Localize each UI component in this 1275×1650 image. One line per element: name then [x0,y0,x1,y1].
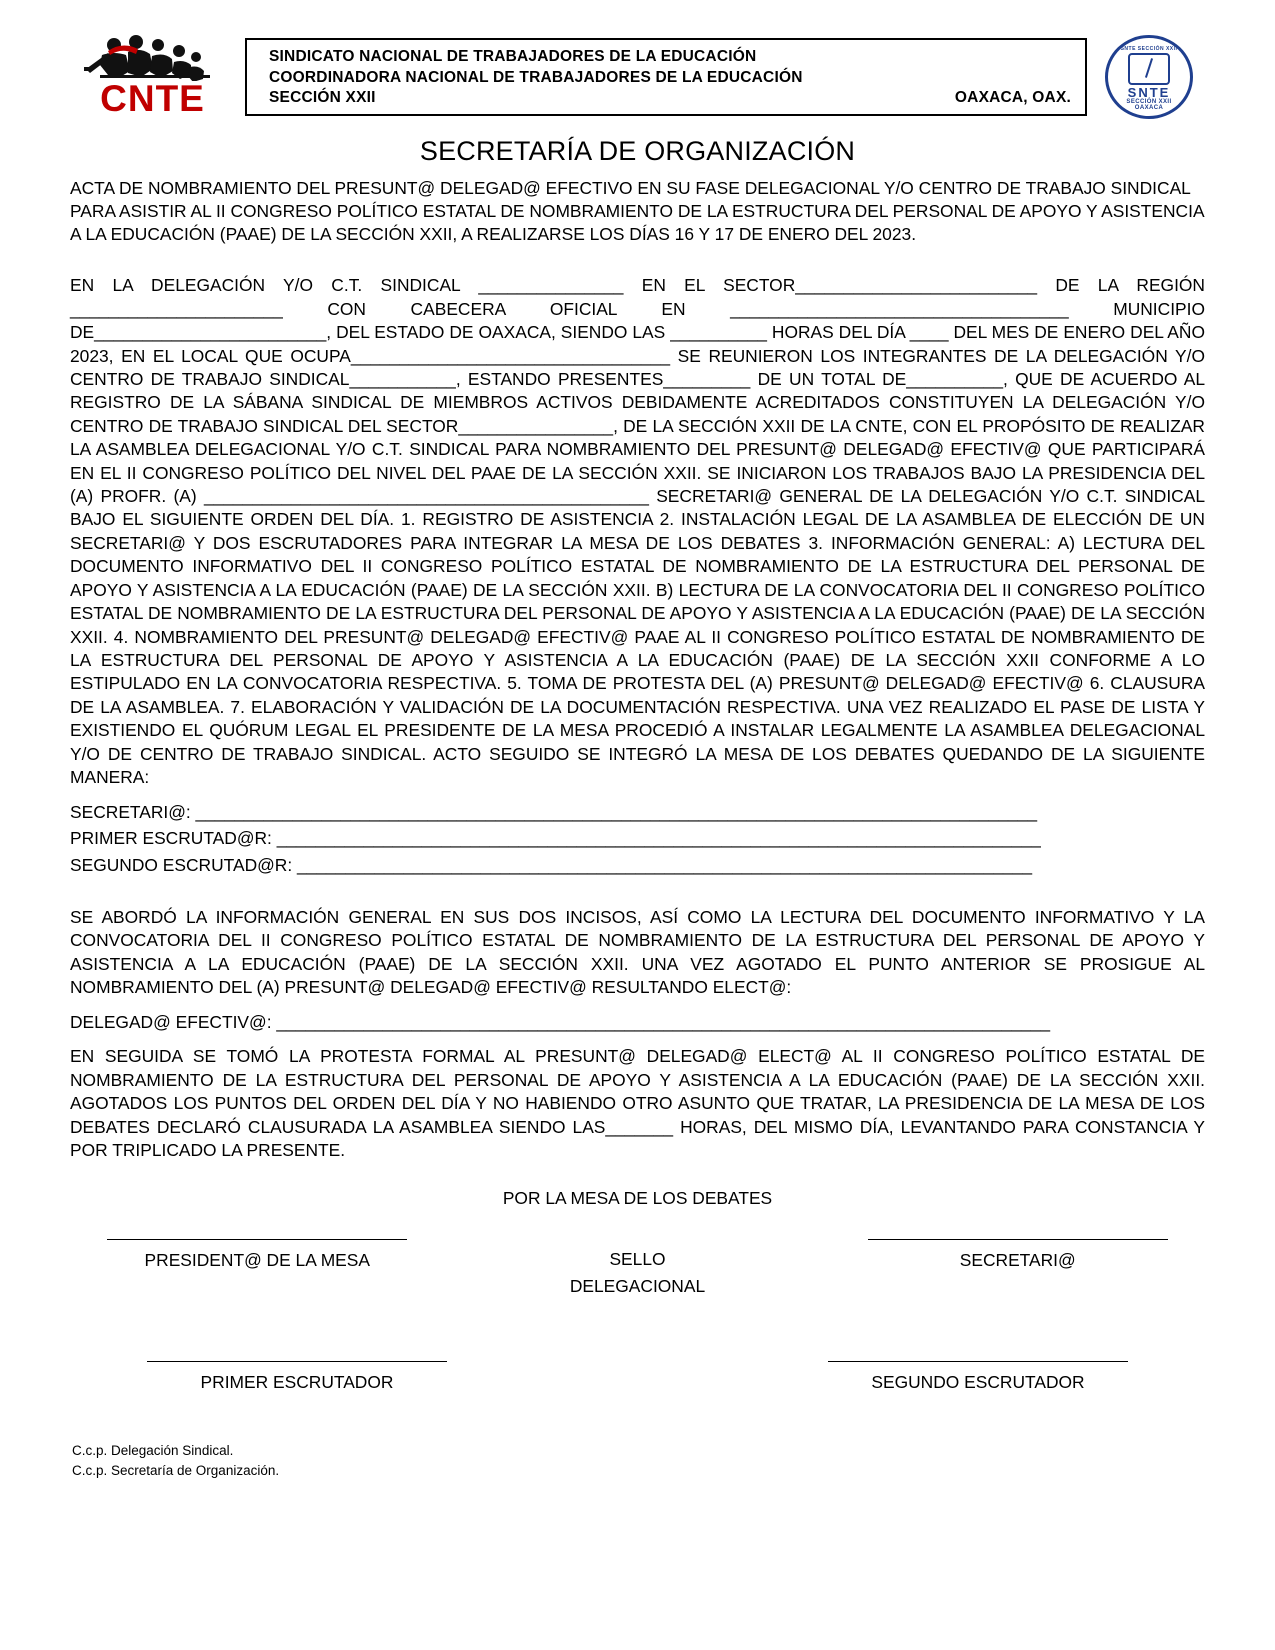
signature-seal-area [450,1239,825,1298]
document-subtitle: ACTA DE NOMBRAMIENTO DEL PRESUNT@ DELEGAD@ EFECTIVO EN SU FASE DELEGACIONAL Y/O CENTRO DE TRABAJO SINDICAL PARA ASISTIR AL II CONGRESO POLÍTICO ESTATAL DE NOMBRAMIENTO DE LA ESTRUCTURA DEL PERSONAL DE APOYO Y ASISTENCIA A LA EDUCACIÓN (PAAE) DE LA SECCIÓN XXII, A REALIZARSE LOS DÍAS 16 Y 17 DE ENERO DEL 2023. [70,178,1204,245]
document-footer [70,1441,1205,1482]
organization-title-box [245,38,1087,116]
signature-line[interactable] [147,1361,447,1363]
signature-line[interactable] [828,1361,1128,1363]
body-paragraph-2: SE ABORDÓ LA INFORMACIÓN GENERAL EN SUS DOS INCISOS, ASÍ COMO LA LECTURA DEL DOCUMENTO INFORMATIVO Y LA CONVOCATORIA DEL II CONGRESO POLÍTICO ESTATAL DE NOMBRAMIENTO DE LA ESTRUCTURA DEL PERSONAL DE APOYO Y ASISTENCIA A LA EDUCACIÓN (PAAE) DE LA SECCIÓN XXII. UNA VEZ AGOTADO EL PUNTO ANTERIOR SE PROSIGUE AL NOMBRAMIENTO DEL (A) PRESUNT@ DELEGAD@ EFECTIV@ RESULTANDO ELECT@: [70,906,1205,997]
signature-row-1 [70,1239,1205,1298]
snte-seal-ring-text: SNTE SECCIÓN XXII [1120,45,1178,52]
document-header [70,34,1205,120]
signature-line-placeholder [487,1239,787,1240]
org-location: OAXACA, OAX. [954,89,1071,107]
field-segundo-escrutador[interactable]: SEGUNDO ESCRUTAD@R: ____________________________________________________________________________ [70,854,1033,875]
signature-president [70,1239,445,1298]
signatures-heading: POR LA MESA DE LOS DEBATES [502,1188,773,1209]
signature-line[interactable] [107,1239,407,1241]
signature-label: PRIMER ESCRUTADOR [200,1371,394,1392]
cnte-logo [70,35,235,119]
cnte-people-icon [84,35,224,81]
cnte-wordmark: CNTE [100,78,205,119]
body-paragraph-3: EN SEGUIDA SE TOMÓ LA PROTESTA FORMAL AL PRESUNT@ DELEGAD@ ELECT@ AL II CONGRESO POLÍTICO ESTATAL DE NOMBRAMIENTO DE LA ESTRUCTURA DEL PERSONAL DE APOYO Y ASISTENCIA A LA EDUCACIÓN (PAAE) DE LA SECCIÓN XXII. AGOTADOS LOS PUNTOS DEL ORDEN DEL DÍA Y NO HABIENDO OTRO ASUNTO QUE TRATAR, LA PRESIDENCIA DE LA MESA DE LOS DEBATES DECLARÓ CLAUSURADA LA ASAMBLEA SIENDO LAS_______ HORAS, DEL MISMO DÍA, LEVANTANDO PARA CONSTANCIA Y POR TRIPLICADO LA PRESENTE. [70,1046,1205,1161]
org-line-3 [269,88,1071,109]
signature-label: SEGUNDO ESCRUTADOR [871,1371,1085,1392]
signature-segundo-escrutador [751,1361,1205,1395]
signature-label: PRESIDENT@ DE LA MESA [144,1250,370,1271]
snte-seal-emblem-icon [1128,53,1170,85]
field-primer-escrutador[interactable]: PRIMER ESCRUTAD@R: _______________________________________________________________________________ [70,828,1041,849]
page-title: SECRETARÍA DE ORGANIZACIÓN [419,136,856,166]
signature-line[interactable] [868,1239,1168,1241]
signature-primer-escrutador [70,1361,524,1395]
signature-label: SECRETARI@ [959,1250,1076,1271]
field-delegado-efectivo[interactable]: DELEGAD@ EFECTIV@: ________________________________________________________________________________ [70,1012,1051,1033]
org-line-1: SINDICATO NACIONAL DE TRABAJADORES DE LA EDUCACIÓN [269,47,757,65]
footer-line-1: C.c.p. Delegación Sindical. [72,1442,234,1458]
org-line-2: COORDINADORA NACIONAL DE TRABAJADORES DE LA EDUCACIÓN [269,68,803,86]
seal-label-1: SELLO [609,1249,666,1270]
org-section: SECCIÓN XXII [269,89,376,107]
signature-secretario [830,1239,1205,1298]
seal-label-2: DELEGACIONAL [569,1275,706,1296]
snte-seal-icon [1105,35,1193,119]
body-paragraph-1: EN LA DELEGACIÓN Y/O C.T. SINDICAL _______________ EN EL SECTOR_________________________ DE LA REGIÓN ______________________ CON CABECERA OFICIAL EN ___________________________________ MUNICIPIO DE________________________, DEL ESTADO DE OAXACA, SIENDO LAS __________ HORAS DEL DÍA ____ DEL MES DE ENERO DEL AÑO 2023, EN EL LOCAL QUE OCUPA_________________________________ SE REUNIERON LOS INTEGRANTES DE LA DELEGACIÓN Y/O CENTRO DE TRABAJO SINDICAL___________, ESTANDO PRESENTES_________ DE UN TOTAL DE__________, QUE DE ACUERDO AL REGISTRO DE LA SÁBANA SINDICAL DE MIEMBROS ACTIVOS DEBIDAMENTE ACREDITADOS CONSTITUYEN LA DELEGACIÓN Y/O CENTRO DE TRABAJO SINDICAL DEL SECTOR________________, DE LA SECCIÓN XXII DE LA CNTE, CON EL PROPÓSITO DE REALIZAR LA ASAMBLEA DELEGACIONAL Y/O C.T. SINDICAL PARA NOMBRAMIENTO DEL PRESUNT@ DELEGAD@ EFECTIV@ QUE PARTICIPARÁ EN EL II CONGRESO POLÍTICO DEL NIVEL DEL PAAE DE LA SECCIÓN XXII. SE INICIARON LOS TRABAJOS BAJO LA PRESIDENCIA DEL (A) PROFR. (A) ______________________________________________ SECRETARI@ GENERAL DE LA DELEGACIÓN Y/O C.T. SINDICAL BAJO EL SIGUIENTE ORDEN DEL DÍA. 1. REGISTRO DE ASISTENCIA 2. INSTALACIÓN LEGAL DE LA ASAMBLEA DE ELECCIÓN DE UN SECRETARI@ Y DOS ESCRUTADORES PARA INTEGRAR LA MESA DE LOS DEBATES 3. INFORMACIÓN GENERAL: A) LECTURA DEL DOCUMENTO INFORMATIVO DEL II CONGRESO POLÍTICO ESTATAL DE NOMBRAMIENTO DE LA ESTRUCTURA DEL PERSONAL DE APOYO Y ASISTENCIA A LA EDUCACIÓN (PAAE) DE LA SECCIÓN XXII. B) LECTURA DE LA CONVOCATORIA DEL II CONGRESO POLÍTICO ESTATAL DE NOMBRAMIENTO DE LA ESTRUCTURA DEL PERSONAL DE APOYO Y ASISTENCIA A LA EDUCACIÓN (PAAE) DE LA SECCIÓN XXII. 4. NOMBRAMIENTO DEL PRESUNT@ DELEGAD@ EFECTIV@ PAAE AL II CONGRESO POLÍTICO ESTATAL DE NOMBRAMIENTO DE LA ESTRUCTURA DEL PERSONAL DE APOYO Y ASISTENCIA A LA EDUCACIÓN (PAAE) DE LA SECCIÓN XXII CONFORME A LO ESTIPULADO EN LA CONVOCATORIA RESPECTIVA. 5. TOMA DE PROTESTA DEL (A) PRESUNT@ DELEGAD@ EFECTIV@ 6. CLAUSURA DE LA ASAMBLEA. 7. ELABORACIÓN Y VALIDACIÓN DE LA DOCUMENTACIÓN RESPECTIVA. UNA VEZ REALIZADO EL PASE DE LISTA Y EXISTIENDO EL QUÓRUM LEGAL EL PRESIDENTE DE LA MESA PROCEDIÓ A INSTALAR LEGALMENTE LA ASAMBLEA DELEGACIONAL Y/O DE CENTRO DE TRABAJO SINDICAL. ACTO SEGUIDO SE INTEGRÓ LA MESA DE LOS DEBATES QUEDANDO DE LA SIGUIENTE MANERA: [70,275,1205,787]
snte-seal-sub2: OAXACA [1134,104,1164,111]
footer-line-2: C.c.p. Secretaría de Organización. [72,1463,280,1479]
field-secretario[interactable]: SECRETARI@: _______________________________________________________________________________________ [70,802,1038,823]
snte-logo [1097,33,1205,121]
snte-seal-sub1: SECCIÓN XXII [1126,98,1172,105]
snte-seal-word: SNTE [1127,84,1171,100]
signature-row-2 [70,1361,1205,1395]
